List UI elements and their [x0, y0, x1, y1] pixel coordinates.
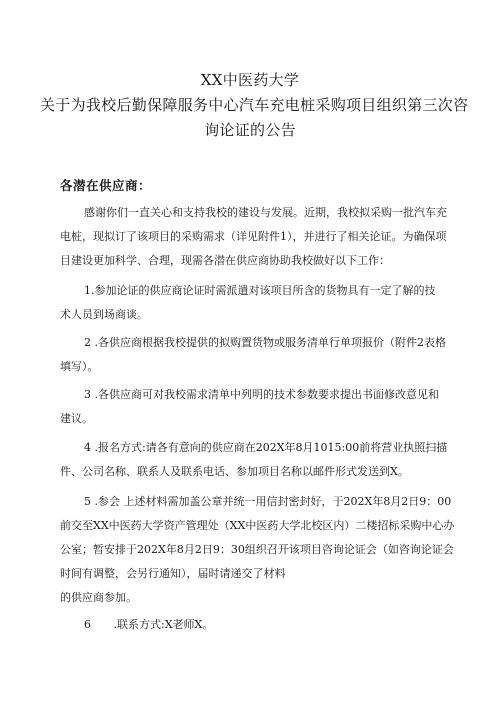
item-5-line-4: 时间有调整，会另行通知），届时请递交了材料: [60, 567, 286, 580]
intro-line-3: 目建设更加科学、合理，现需各潜在供应商协助我校做好以下工作：: [60, 254, 390, 267]
item-2-line-2: 填写）。: [60, 360, 99, 373]
item-3-line-2: 建议。: [60, 412, 93, 425]
item-5-line-1: 5 .参会 上述材料需加盖公章并统一用信封密封好，于202X年8月2日9：00: [84, 495, 452, 508]
item-6-number: 6: [84, 618, 91, 631]
item-2: [60, 331, 450, 379]
item-6: [60, 613, 450, 637]
intro-line-2: 电桩，现拟订了该项目的采购需求（详见附件1），并进行了相关论证。为确保项: [60, 230, 447, 243]
item-1-line-2: 术人员到场商谈。: [60, 308, 148, 321]
item-5-line-5: 的供应商参加。: [60, 591, 137, 604]
item-5-line-2: 前交至XX中医药大学资产管理处（XX中医药大学北校区内）二楼招标采购中心办: [60, 519, 455, 532]
intro-paragraph: [60, 201, 450, 273]
item-3-line-1: 3 .各供应商可对我校需求清单中列明的技术参数要求提出书面修改意见和: [84, 388, 439, 401]
item-4-line-2: 件、公司名称、联系人及联系电话、参加项目名称以邮件形式发送到X。: [60, 465, 409, 478]
item-5: [60, 490, 455, 610]
announcement-title: [40, 68, 469, 143]
item-1-line-1: 1.参加论证的供应商论证时需派遣对该项目所含的货物具有一定了解的技: [84, 284, 436, 297]
item-1: [60, 279, 450, 327]
title-line-3: 询论证的公告: [204, 121, 296, 139]
item-2-line-1: 2 .各供应商根据我校提供的拟购置货物或服务清单行单项报价（附件2表格: [84, 336, 446, 349]
salutation: 各潜在供应商：: [60, 178, 152, 193]
title-line-2: 关于为我校后勤保障服务中心汽车充电桩采购项目组织第三次咨: [40, 96, 469, 114]
university-name: XX中医药大学: [200, 71, 300, 89]
item-4: [60, 436, 450, 484]
intro-line-1: 感谢你们一直关心和支持我校的建设与发展。近期，我校拟采购一批汽车充: [84, 206, 447, 219]
item-3: [60, 383, 450, 431]
item-6-text: .联系方式:X老师X。: [110, 618, 214, 631]
item-4-line-1: 4 .报名方式:请各有意向的供应商在202X年8月1015:00前将营业执照扫描: [84, 441, 448, 454]
item-5-line-3: 公室；暂安排于202X年8月2日9：30组织召开该项目咨询论证会（如咨询论证会: [60, 543, 454, 556]
